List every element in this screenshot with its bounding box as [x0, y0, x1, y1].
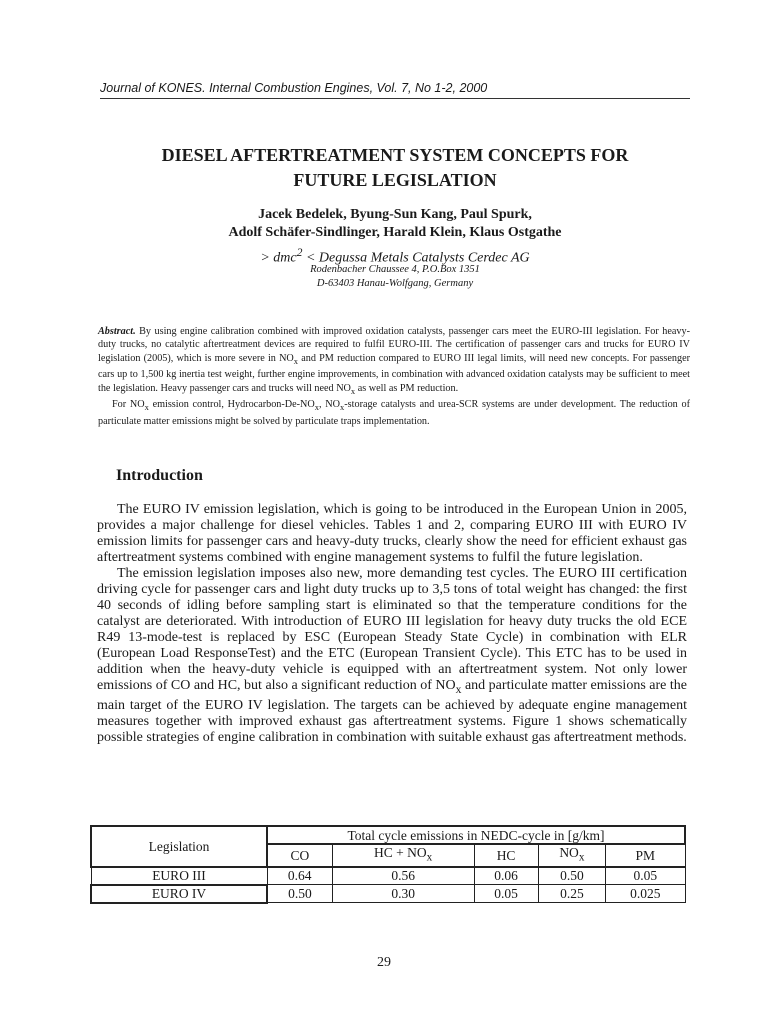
title-line-1: DIESEL AFTERTREATMENT SYSTEM CONCEPTS FOR	[161, 145, 629, 165]
section-heading-introduction: Introduction	[116, 467, 203, 484]
header-total-cycle-emissions: Total cycle emissions in NEDC-cycle in [g/km]	[267, 826, 685, 844]
authors-line-1: Jacek Bedelek, Byung-Sun Kang, Paul Spurk,	[258, 207, 532, 222]
header-co: CO	[267, 844, 332, 867]
header-nox-label: NO	[559, 845, 579, 860]
cell-nox: 0.25	[538, 885, 605, 903]
affiliation-sup: 2	[296, 246, 303, 259]
abstract-text: , NO	[319, 399, 341, 411]
abstract-paragraph-1	[98, 325, 690, 398]
affiliation-suffix: < Degussa Metals Catalysts Cerdec AG	[302, 250, 530, 266]
cell-pm: 0.025	[606, 885, 685, 903]
paper-title	[100, 143, 690, 193]
abstract-label: Abstract.	[98, 326, 136, 337]
subscript: x	[340, 402, 345, 413]
intro-paragraph-1: The EURO IV emission legislation, which is going to be introduced in the European Union in 2005, provides a major challenge for diesel vehicles. Tables 1 and 2, comparing EURO III with EURO IV emission limits for passenger cars and heavy-duty trucks, clearly show the need for efficient exhaust gas aftertreatment systems combined with engine management systems to fulfil the future legislation.	[97, 502, 687, 565]
cell-hc: 0.06	[474, 867, 538, 885]
body-text-span: The emission legislation imposes also new, more demanding test cycles. The EURO III certification driving cycle for passenger cars and light duty trucks up to 3,5 tons of total weight has changed: the first 40 seconds of idling before sampling start is eliminated so that the temperature conditions for the catalyst are deteriorated. With introduction of EURO III legislation for heavy duty trucks the old ECE R49 13-mode-test is replaced by ESC (European Steady State Cycle) in combination with ELR (European Load ResponseTest) and the ETC (European Transient Cycle). This ETC has to be used in addition when the heavy-duty vehicle is equipped with an aftertreatment system. Not only lower emissions of CO and HC, but also a significant reduction of NO	[97, 566, 687, 693]
abstract	[98, 325, 690, 428]
abstract-text: emission control, Hydrocarbon-De-NO	[148, 399, 315, 411]
cell-nox: 0.50	[538, 867, 605, 885]
header-nox	[538, 844, 605, 867]
cell-co: 0.50	[267, 885, 332, 903]
intro-paragraph-2	[97, 566, 687, 746]
cell-legislation: EURO IV	[91, 885, 267, 903]
abstract-paragraph-2	[98, 398, 690, 428]
abstract-text: For NO	[112, 399, 145, 411]
cell-co: 0.64	[267, 867, 332, 885]
subscript: x	[455, 682, 462, 696]
introduction-body	[97, 502, 687, 746]
header-legislation: Legislation	[91, 826, 267, 867]
title-line-2: FUTURE LEGISLATION	[293, 170, 497, 190]
subscript: x	[350, 385, 356, 396]
subscript: x	[314, 402, 320, 413]
header-pm: PM	[606, 844, 685, 867]
table-row	[91, 867, 685, 885]
journal-header: Journal of KONES. Internal Combustion Engines, Vol. 7, No 1-2, 2000	[100, 81, 488, 95]
abstract-text: as well as PM reduction.	[355, 382, 459, 394]
page-number: 29	[377, 955, 391, 970]
header-hc-nox	[332, 844, 474, 867]
subscript: x	[144, 402, 149, 413]
address-line-2: D-63403 Hanau-Wolfgang, Germany	[316, 278, 474, 289]
abstract-text: -storage catalysts and urea-SCR systems are under development. The reduction of particulate matter emissions might be solved by particulate traps implementation.	[98, 399, 690, 427]
cell-legislation: EURO III	[91, 867, 267, 885]
header-rule	[100, 98, 690, 99]
address	[100, 263, 690, 291]
cell-hc-nox: 0.56	[332, 867, 474, 885]
cell-pm: 0.05	[606, 867, 685, 885]
emissions-table	[90, 825, 686, 904]
body-text-span: and particulate matter emissions are the main target of the EURO IV legislation. The targets can be achieved by adequate engine management measures together with improved exhaust gas aftertreatment systems. Figure 1 shows schematically possible strategies of engine calibration in combination with suitable exhaust gas aftertreatment methods.	[97, 678, 687, 745]
address-line-1: Rodenbacher Chaussee 4, P.O.Box 1351	[310, 264, 480, 275]
authors-line-2: Adolf Schäfer-Sindlinger, Harald Klein, Klaus Ostgathe	[228, 225, 562, 240]
header-hc-nox-label: HC + NO	[374, 845, 427, 860]
abstract-text: By using engine calibration combined with improved oxidation catalysts, passenger cars meet the EURO-III legislation. For heavy-duty trucks, no catalytic aftertreatment devices are required to fulfil EURO-III. The certification of passenger cars and trucks for EURO IV legislation (2005), which is more severe in NO	[98, 326, 690, 364]
affiliation-prefix: > dmc	[260, 250, 297, 266]
authors	[100, 206, 690, 242]
cell-hc-nox: 0.30	[332, 885, 474, 903]
subscript: x	[293, 355, 299, 366]
cell-hc: 0.05	[474, 885, 538, 903]
table-header-row	[91, 826, 685, 844]
abstract-text: and PM reduction compared to EURO III legal limits, will need new concepts. For passenger cars up to 1,500 kg inertia test weight, further engine improvements, in combination with advanced oxidation catalysts may be sufficient to meet the legislation. Heavy passenger cars and trucks will need NO	[98, 352, 690, 394]
header-hc: HC	[474, 844, 538, 867]
table-row	[91, 885, 685, 903]
subscript: x	[578, 851, 585, 864]
subscript: x	[426, 851, 433, 864]
